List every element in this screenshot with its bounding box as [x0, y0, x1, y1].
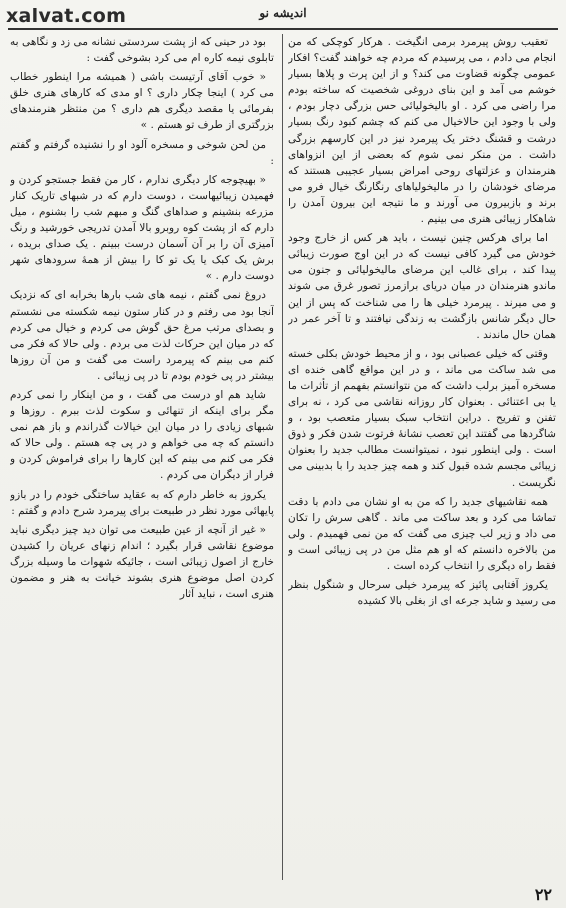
- left-paragraph: دروغ نمی گفتم ، نیمه های شب بارها بخرابه ای که نزدیک آنجا بود می رفتم و در کنار ستون نیمه شکسته می نشستم و بصدای مرتب مرغ حق گوش می کردم و خیال می کردم که در میان این حرکات لذت می بردم . ولی حالا که فکر می کنم می بینم که پیرمرد راست می گفت و من آن روزها بیشتر در پی خودم بودم تا در پی زیبائی .: [10, 289, 274, 382]
- left-paragraph: بود در حینی که از پشت سردستی نشانه می زد و نگاهی به تابلوی نیمه کاره ام می کرد بشوخی گفت :: [10, 36, 274, 65]
- page-number: ۲۲: [534, 885, 552, 904]
- right-paragraph: یکروز آفتابی پائیز که پیرمرد خیلی سرحال و شنگول بنظر می رسید و شاید جرعه ای از بغلی بالا کشیده: [288, 579, 556, 608]
- left-paragraph: « خوب آقای آرتیست باشی ( همیشه مرا اینطور خطاب می کرد ) اینجا چکار داری ؟ او مدی که کارهای هنری خلق بفرمائی یا مقصد دیگری هم داری ؟ من منتظر هنرمندهای بزرگتری از طرف تو هستم . »: [10, 71, 274, 132]
- header-rule: [8, 28, 558, 30]
- left-paragraph: « بهیچوجه کار دیگری ندارم ، کار من فقط جستجو کردن و فهمیدن زیبائیهاست ، دوست دارم که در شبهای تاریک کنار مزرعه بنشینم و صداهای گنگ و مبهم شب را بشنوم ، میل دارم که از پشت کوه روبرو بالا آمدن تدریجی خورشید و رنگ آمیزی آن را بر آن آسمان درست ببینم . یک صدای بریده ، برش یک کبک یا یک تو کا را بیش از همهٔ سرودهای شهر دوست دارم . »: [10, 173, 274, 283]
- column-divider: [282, 34, 283, 880]
- running-title: اندیشه نو: [259, 6, 307, 20]
- left-paragraph: « غیر از آنچه از عین طبیعت می توان دید چیز دیگری نباید موضوع نقاشی قرار بگیرد ؛ اندام زنهای عریان را کشیدن خارج از اصول زیبائی است ، جائیکه شهوات ما وسیله بزرگ کردن اصل موضوع هنری بشوند خیانت به هنر و مضمون هنری است ، نباید آثار: [10, 523, 274, 601]
- right-paragraph: اما برای هرکس چنین نیست ، باید هر کس از خارج وجود خودش می گیرد کافی نیست که در این اوج صورت زیبائی پیدا کند ، برای غالب این مرضای مالیخولیائی و جنون می ماندو هنرمندان در میان دریای برازمرز تصور غرق می شوند و می میرند . پیرمرد خیلی ها را می شناخت که پس از این حال دیگر شانس بازگشت به زندگی نیافتند و تا آخر عمر در همان حال ماندند .: [288, 232, 556, 341]
- left-paragraph: شاید هم او درست می گفت ، و من اینکار را نمی کردم مگر برای اینکه از تنهائی و سکوت لذت ببرم . روزها و شبهای زیادی را در میان این خیالات گذراندم و باز هم نمی دانستم که چه می خواهم و در پی چه هستم . ولی حالا که فکر می کنم می بینم که این کارها را برای فراموش کردن و فرار از دیگران می کردم .: [10, 388, 274, 482]
- right-paragraph: تعقیب روش پیرمرد برمی انگیخت . هرکار کوچکی که من انجام می دادم ، می پرسیدم که مردم چه خواهند گفت؟ افکار عمومی چگونه قضاوت می کند؟ و از این پرت و پلاها بسیار خوشم می آمد و این بنای دروغی شخصیت که ساخته بودم مرا راضی می کرد . او بالیخولیائی حس بزرگی دچار بودم ، ولی با وجود این حالاخیال می کنم که چشم کبود رنگ بسیار درشت و قشنگ دختر یک پیرمرد نیز در این کارسهم بزرگی داشت . من منکر نمی شوم که بعضی از این انزواهای هنرمندان و عزلتهای روحی امراض بسیار عجیبی هستند که مرضای خودشان را در مالیخولیاهای رنگارنگ خیال فرو می برند و بازبیرون می آورند و ما نتیجه این بیرون آمدن را شاهکار زیبائی هنری می بینیم .: [288, 36, 556, 226]
- left-paragraph: یکروز به خاطر دارم که به عقاید ساختگی خودم را در بازو پایهائی مورد نظر در طبیعت برای پیرمرد شرح دادم و گفتم :: [10, 488, 274, 517]
- site-watermark: xalvat.com: [6, 5, 127, 27]
- left-column: [10, 34, 274, 882]
- right-paragraph: همه نقاشیهای جدید را که من به او نشان می دادم با دقت تماشا می کرد و بعد ساکت می ماند . گاهی سرش را تکان می داد و زیر لب چیزی می گفت که من نمی فهمیدم . ولی من بالاخره دانستم که او هم مثل من در پی زیبائی است و فقط راه دیگری را انتخاب کرده است .: [288, 495, 556, 572]
- right-paragraph: وقتی که خیلی عصبانی بود ، و از محیط خودش بکلی خسته می شد ساکت می ماند ، و در این مواقع گاهی خنده ای مسخره آمیز برلب داشت که من نتوانستم بفهمم از تأثرات ما یا بی اعتنائی . بعنوان کار روزانه نقاشی می کرد ، نه برای تفنن و تفریح . دراین انتخاب سبک بسیار متعصب بود ، و شاگردها می گفتند این تعصب نشانهٔ فرتوت شدن فکر و ذوق است . ولی اینطور نبود ، نمیتوانست مطالب جدید را بعنوان زیبائی مجسم شده قبول کند و همه چیز جدید را با بدبینی می نگریست .: [288, 347, 556, 489]
- left-paragraph: من لحن شوخی و مسخره آلود او را نشنیده گرفتم و گفتم :: [10, 138, 274, 167]
- right-column: [288, 34, 556, 882]
